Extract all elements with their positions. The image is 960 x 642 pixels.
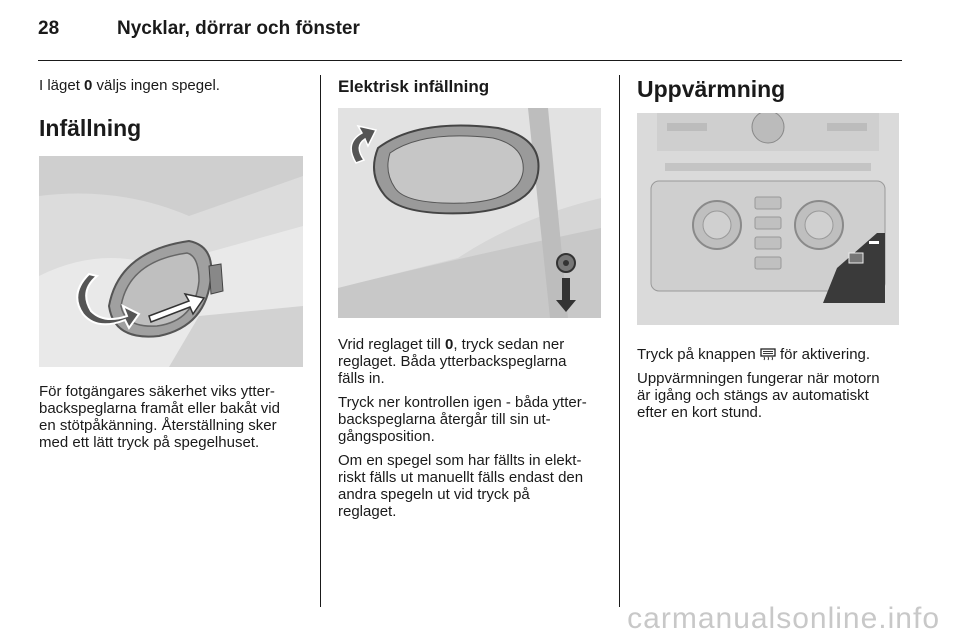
- bold-value: 0: [445, 336, 454, 353]
- intro-bold-value: 0: [84, 77, 93, 94]
- paragraph-line: efter en kort stund.: [637, 404, 763, 421]
- text-run: Tryck på knappen: [637, 346, 760, 363]
- paragraph-line: med ett lätt tryck på spegelhuset.: [39, 434, 260, 451]
- fold-paragraph: [39, 383, 305, 451]
- column-right: [637, 75, 903, 421]
- paragraph-line: [637, 346, 903, 363]
- climate-panel-illustration: [637, 113, 899, 325]
- rear-heat-icon: [760, 348, 776, 361]
- text-run: Vrid reglaget till: [338, 336, 445, 353]
- column-divider: [619, 75, 620, 607]
- paragraph-line: riskt fälls ut manuellt fälls endast den: [338, 469, 584, 486]
- section-heading-infallning: Infällning: [39, 115, 142, 141]
- section-heading-elektrisk: Elektrisk infällning: [338, 77, 490, 96]
- paragraph-line: andra spegeln ut vid tryck på: [338, 486, 530, 503]
- paragraph-line: [338, 336, 604, 353]
- paragraph-line: reglaget.: [338, 503, 397, 520]
- paragraph-line: en stötpåkänning. Återställning sker: [39, 417, 277, 434]
- intro-prefix: I läget: [39, 77, 85, 94]
- paragraph-line: Om en spegel som har fällts in elekt-: [338, 452, 582, 469]
- paragraph-line: är igång och stängs av automatiskt: [637, 387, 869, 404]
- heating-paragraph-2: [637, 370, 903, 421]
- page-number: 28: [38, 18, 60, 39]
- paragraph-line: Uppvärmningen fungerar när motorn: [637, 370, 880, 387]
- header-rule: [38, 60, 902, 61]
- text-run: , tryck sedan ner: [453, 336, 565, 353]
- paragraph-line: Tryck ner kontrollen igen - båda ytter-: [338, 394, 587, 411]
- column-middle: [338, 75, 604, 520]
- section-heading-uppvarmning: Uppvärmning: [637, 76, 786, 102]
- paragraph-line: reglaget. Båda ytterbackspeglarna: [338, 353, 567, 370]
- electric-paragraph-2: [338, 394, 604, 445]
- electric-paragraph-3: [338, 452, 604, 520]
- paragraph-line: fälls in.: [338, 370, 385, 387]
- paragraph-line: För fotgängares säkerhet viks ytter-: [39, 383, 275, 400]
- watermark: carmanualsonline.info: [627, 602, 940, 635]
- page-header: [38, 18, 902, 48]
- mirror-fold-illustration: [39, 156, 303, 367]
- heating-paragraph-1: [637, 346, 903, 363]
- column-left: [39, 75, 305, 451]
- intro-text: [39, 77, 305, 94]
- text-run: för aktivering.: [775, 346, 871, 363]
- paragraph-line: backspeglarna framåt eller bakåt vid: [39, 400, 280, 417]
- electric-paragraph-1: [338, 336, 604, 387]
- paragraph-line: gångsposition.: [338, 428, 435, 445]
- column-divider: [320, 75, 321, 607]
- paragraph-line: backspeglarna återgår till sin ut-: [338, 411, 551, 428]
- electric-fold-illustration: [338, 108, 601, 318]
- chapter-title: Nycklar, dörrar och fönster: [117, 18, 360, 39]
- intro-suffix: väljs ingen spegel.: [92, 77, 220, 94]
